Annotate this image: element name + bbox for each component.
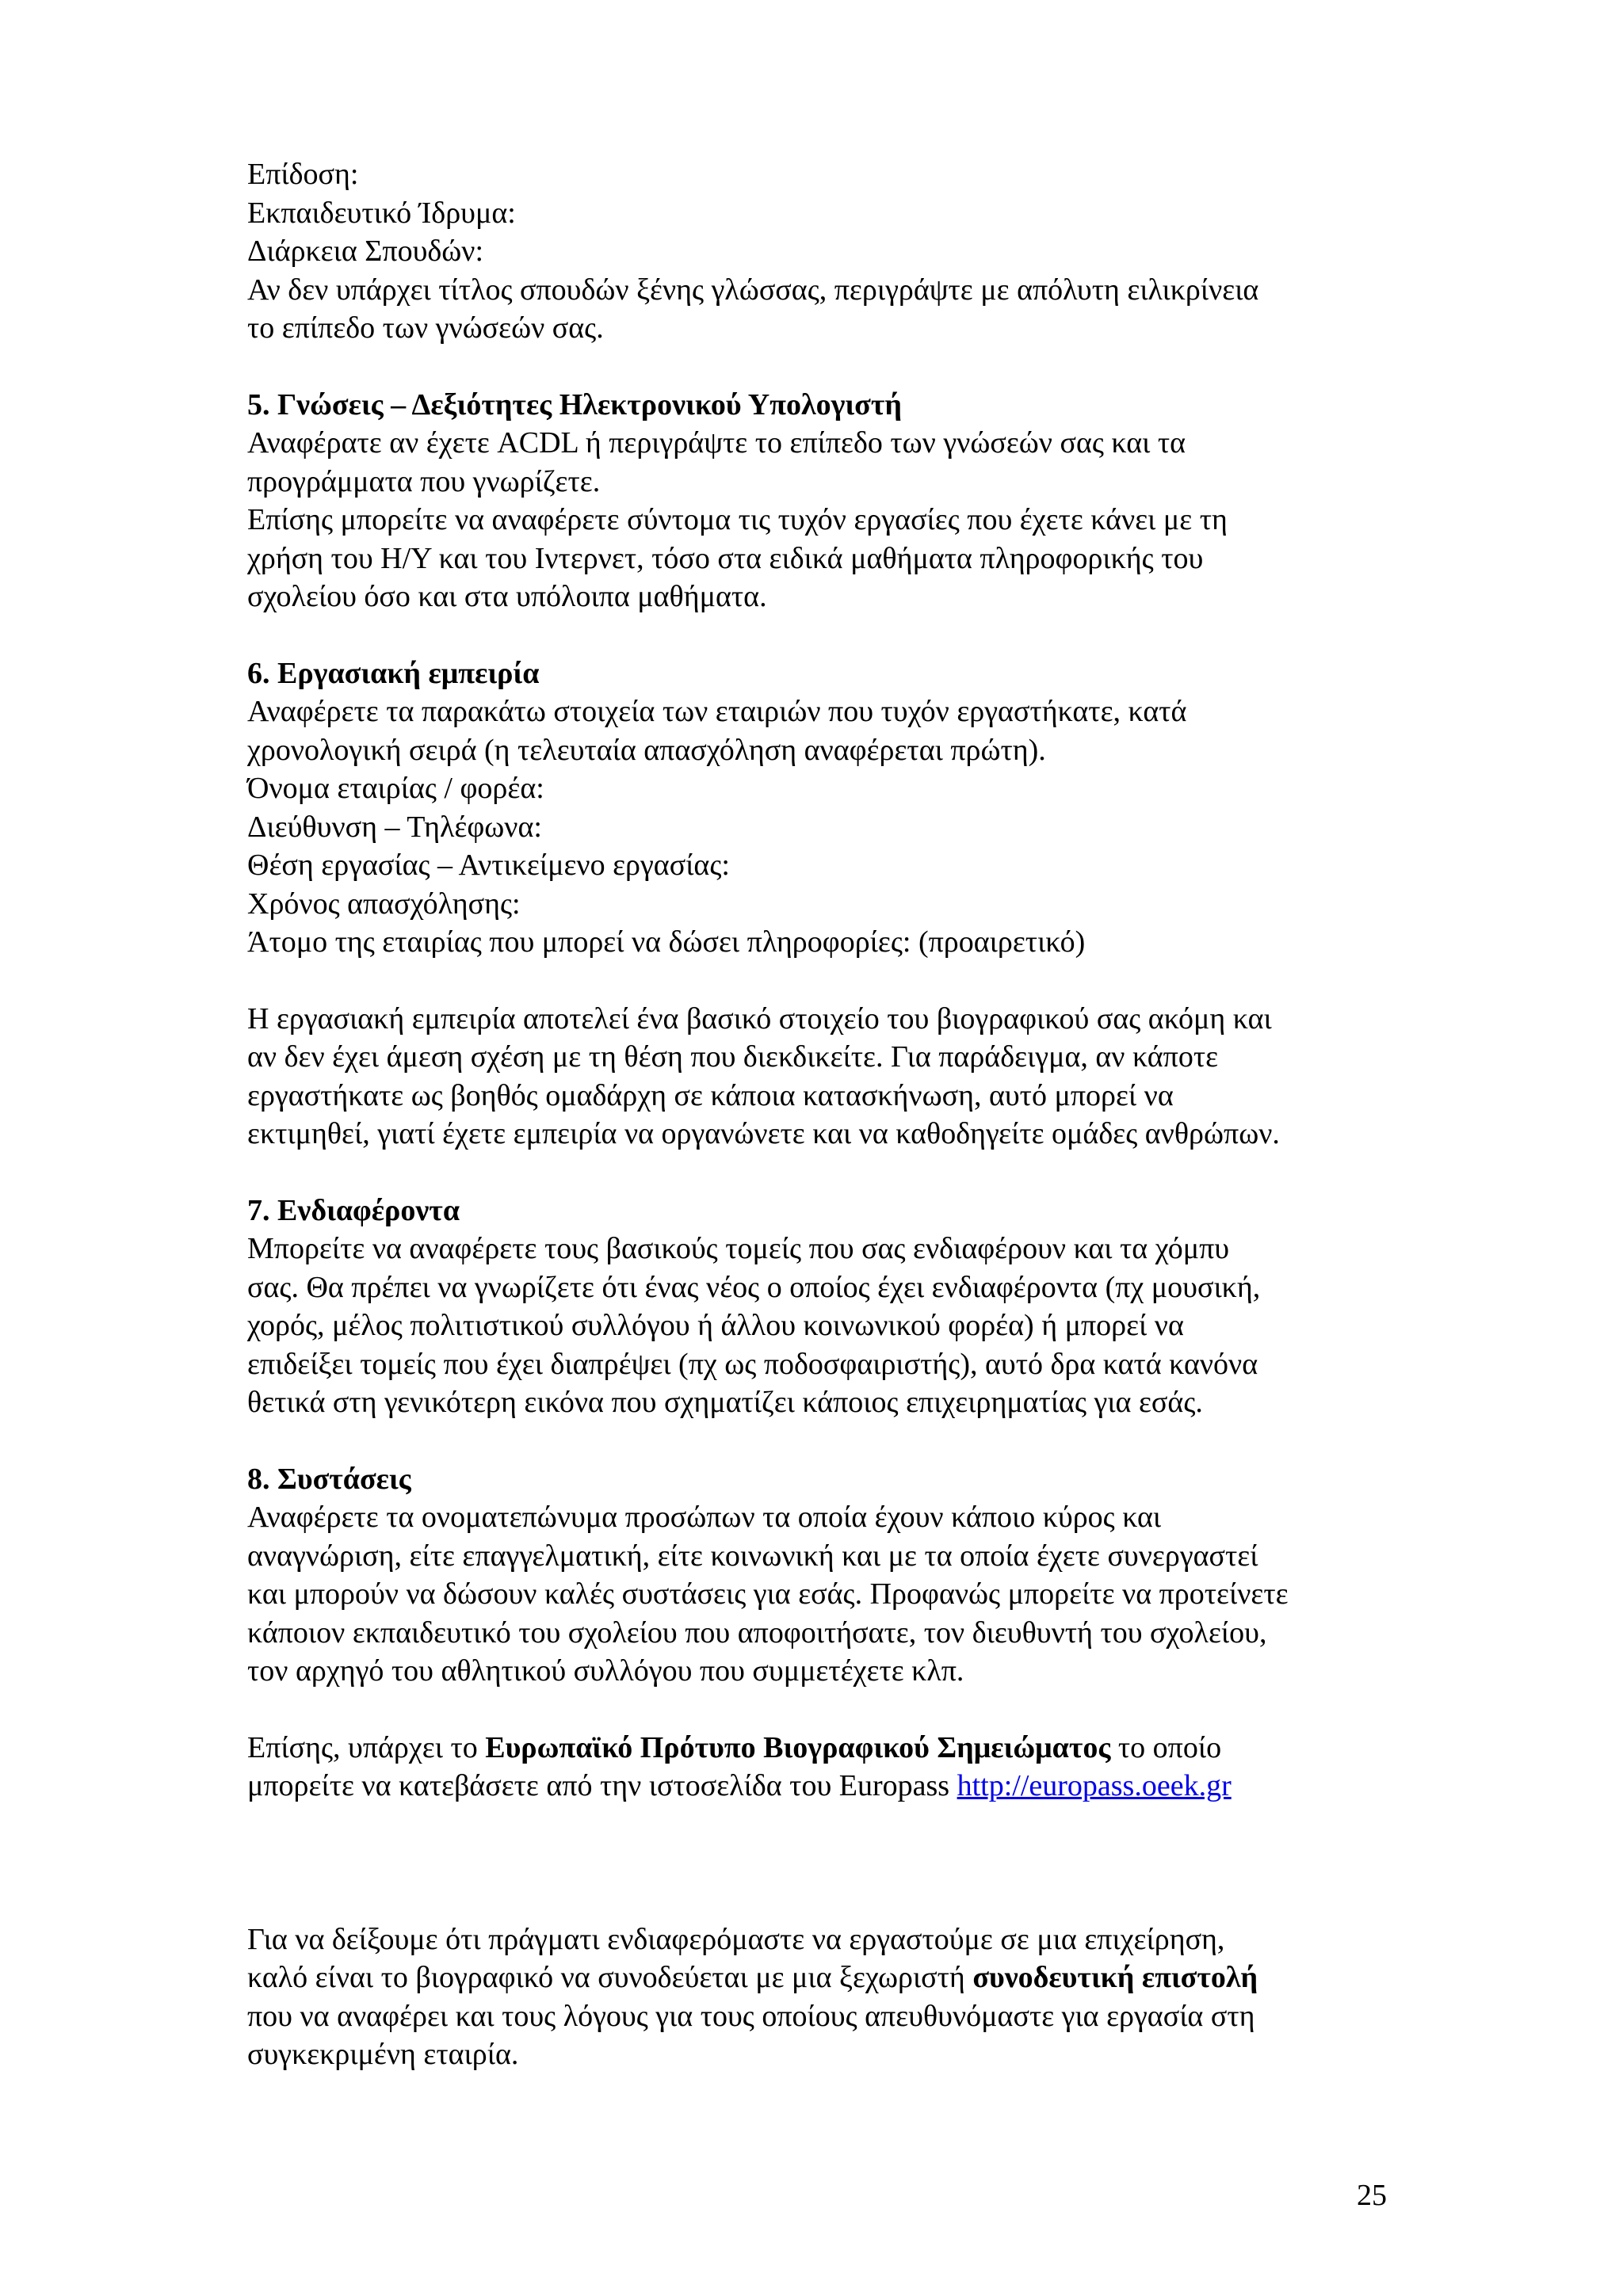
cover-letter-term: συνοδευτική επιστολή	[972, 1961, 1258, 1994]
text-line: συγκεκριμένη εταιρία.	[247, 2038, 519, 2071]
text-run: μπορείτε να κατεβάσετε από την ιστοσελίδα του Europass	[247, 1769, 957, 1802]
section-work-experience	[247, 654, 1388, 1154]
text-line: Χρόνος απασχόλησης:	[247, 887, 521, 921]
text-run: καλό είναι το βιογραφικό να συνοδεύεται με μια ξεχωριστή	[247, 1961, 973, 1994]
text-line: Αν δεν υπάρχει τίτλος σπουδών ξένης γλώσσας, περιγράψτε με απόλυτη ειλικρίνεια	[247, 273, 1259, 307]
text-line: Αναφέρετε τα ονοματεπώνυμα προσώπων τα οποία έχουν κάποιο κύρος και	[247, 1501, 1162, 1534]
text-line: Άτομο της εταιρίας που μπορεί να δώσει πληροφορίες: (προαιρετικό)	[247, 925, 1086, 959]
text-line: Διάρκεια Σπουδών:	[247, 235, 484, 268]
text-line: εργαστήκατε ως βοηθός ομαδάρχη σε κάποια κατασκήνωση, αυτό μπορεί να	[247, 1078, 1174, 1112]
text-line: προγράμματα που γνωρίζετε.	[247, 464, 601, 498]
text-line: αναγνώριση, είτε επαγγελματική, είτε κοινωνική και με τα οποία έχετε συνεργαστεί	[247, 1539, 1258, 1573]
text-run: το οποίο	[1110, 1730, 1222, 1764]
text-line: το επίπεδο των γνώσεών σας.	[247, 311, 604, 345]
text-line: Αναφέρατε αν έχετε ACDL ή περιγράψτε το επίπεδο των γνώσεών σας και τα	[247, 426, 1186, 460]
text-line	[247, 1729, 1388, 1768]
page-content	[247, 155, 1388, 2074]
text-line: Η εργασιακή εμπειρία αποτελεί ένα βασικό στοιχείο του βιογραφικού σας ακόμη και	[247, 1001, 1272, 1035]
cover-letter-paragraph	[247, 1920, 1388, 2074]
text-line: σας. Θα πρέπει να γνωρίζετε ότι ένας νέος ο οποίος έχει ενδιαφέροντα (πχ μουσική,	[247, 1270, 1261, 1304]
europass-cv-title: Ευρωπαϊκό Πρότυπο Βιογραφικού Σημειώματος	[485, 1730, 1111, 1764]
text-line	[247, 1767, 1388, 1806]
text-line	[247, 1958, 1388, 1997]
text-run: Επίσης, υπάρχει το	[247, 1730, 486, 1764]
text-line: τον αρχηγό του αθλητικού συλλόγου που συμμετέχετε κλπ.	[247, 1654, 964, 1688]
text-line: Θέση εργασίας – Αντικείμενο εργασίας:	[247, 849, 730, 882]
text-line: εκτιμηθεί, γιατί έχετε εμπειρία να οργανώνετε και να καθοδηγείτε ομάδες ανθρώπων.	[247, 1117, 1280, 1150]
europass-link[interactable]: http://europass.oeek.gr	[957, 1769, 1232, 1802]
text-line: σχολείου όσο και στα υπόλοιπα μαθήματα.	[247, 580, 767, 613]
text-line: αν δεν έχει άμεση σχέση με τη θέση που διεκδικείτε. Για παράδειγμα, αν κάποτε	[247, 1040, 1219, 1074]
section-references	[247, 1460, 1388, 1691]
text-line: Αναφέρετε τα παρακάτω στοιχεία των εταιριών που τυχόν εργαστήκατε, κατά	[247, 695, 1187, 728]
europass-paragraph	[247, 1729, 1388, 1806]
section-heading: 7. Ενδιαφέροντα	[247, 1193, 460, 1227]
text-line: που να αναφέρει και τους λόγους για τους οποίους απευθυνόμαστε για εργασία στη	[247, 1999, 1255, 2033]
text-line: χορός, μέλος πολιτιστικού συλλόγου ή άλλου κοινωνικού φορέα) ή μπορεί να	[247, 1309, 1184, 1342]
text-line: Επίσης μπορείτε να αναφέρετε σύντομα τις τυχόν εργασίες που έχετε κάνει με τη	[247, 503, 1228, 536]
page-number: 25	[1357, 2179, 1387, 2212]
text-line: Επίδοση:	[247, 158, 359, 191]
education-fields	[247, 155, 1388, 348]
text-line: κάποιον εκπαιδευτικό του σχολείου που αποφοιτήσατε, τον διευθυντή του σχολείου,	[247, 1615, 1267, 1650]
text-line: θετικά στη γενικότερη εικόνα που σχηματίζει κάποιος επιχειρηματίας για εσάς.	[247, 1386, 1203, 1419]
section-computer-skills	[247, 386, 1388, 616]
text-line: Όνομα εταιρίας / φορέα:	[247, 772, 544, 805]
section-heading: 5. Γνώσεις – Δεξιότητες Ηλεκτρονικού Υπολογιστή	[247, 387, 902, 421]
section-heading: 6. Εργασιακή εμπειρία	[247, 656, 540, 690]
section-interests	[247, 1192, 1388, 1422]
text-line: Για να δείξουμε ότι πράγματι ενδιαφερόμαστε να εργαστούμε σε μια επιχείρηση,	[247, 1922, 1225, 1956]
text-line: και μπορούν να δώσουν καλές συστάσεις για εσάς. Προφανώς μπορείτε να προτείνετε	[247, 1577, 1289, 1611]
text-line: Εκπαιδευτικό Ίδρυμα:	[247, 196, 516, 230]
text-line: Διεύθυνση – Τηλέφωνα:	[247, 810, 542, 844]
text-line: επιδείξει τομείς που έχει διαπρέψει (πχ ως ποδοσφαιριστής), αυτό δρα κατά κανόνα	[247, 1347, 1258, 1381]
section-heading: 8. Συστάσεις	[247, 1462, 411, 1496]
text-line: χρονολογική σειρά (η τελευταία απασχόληση αναφέρεται πρώτη).	[247, 733, 1046, 767]
text-line: χρήση του Η/Υ και του Ιντερνετ, τόσο στα ειδικά μαθήματα πληροφορικής του	[247, 541, 1204, 575]
text-line: Μπορείτε να αναφέρετε τους βασικούς τομείς που σας ενδιαφέρουν και τα χόμπυ	[247, 1232, 1230, 1265]
